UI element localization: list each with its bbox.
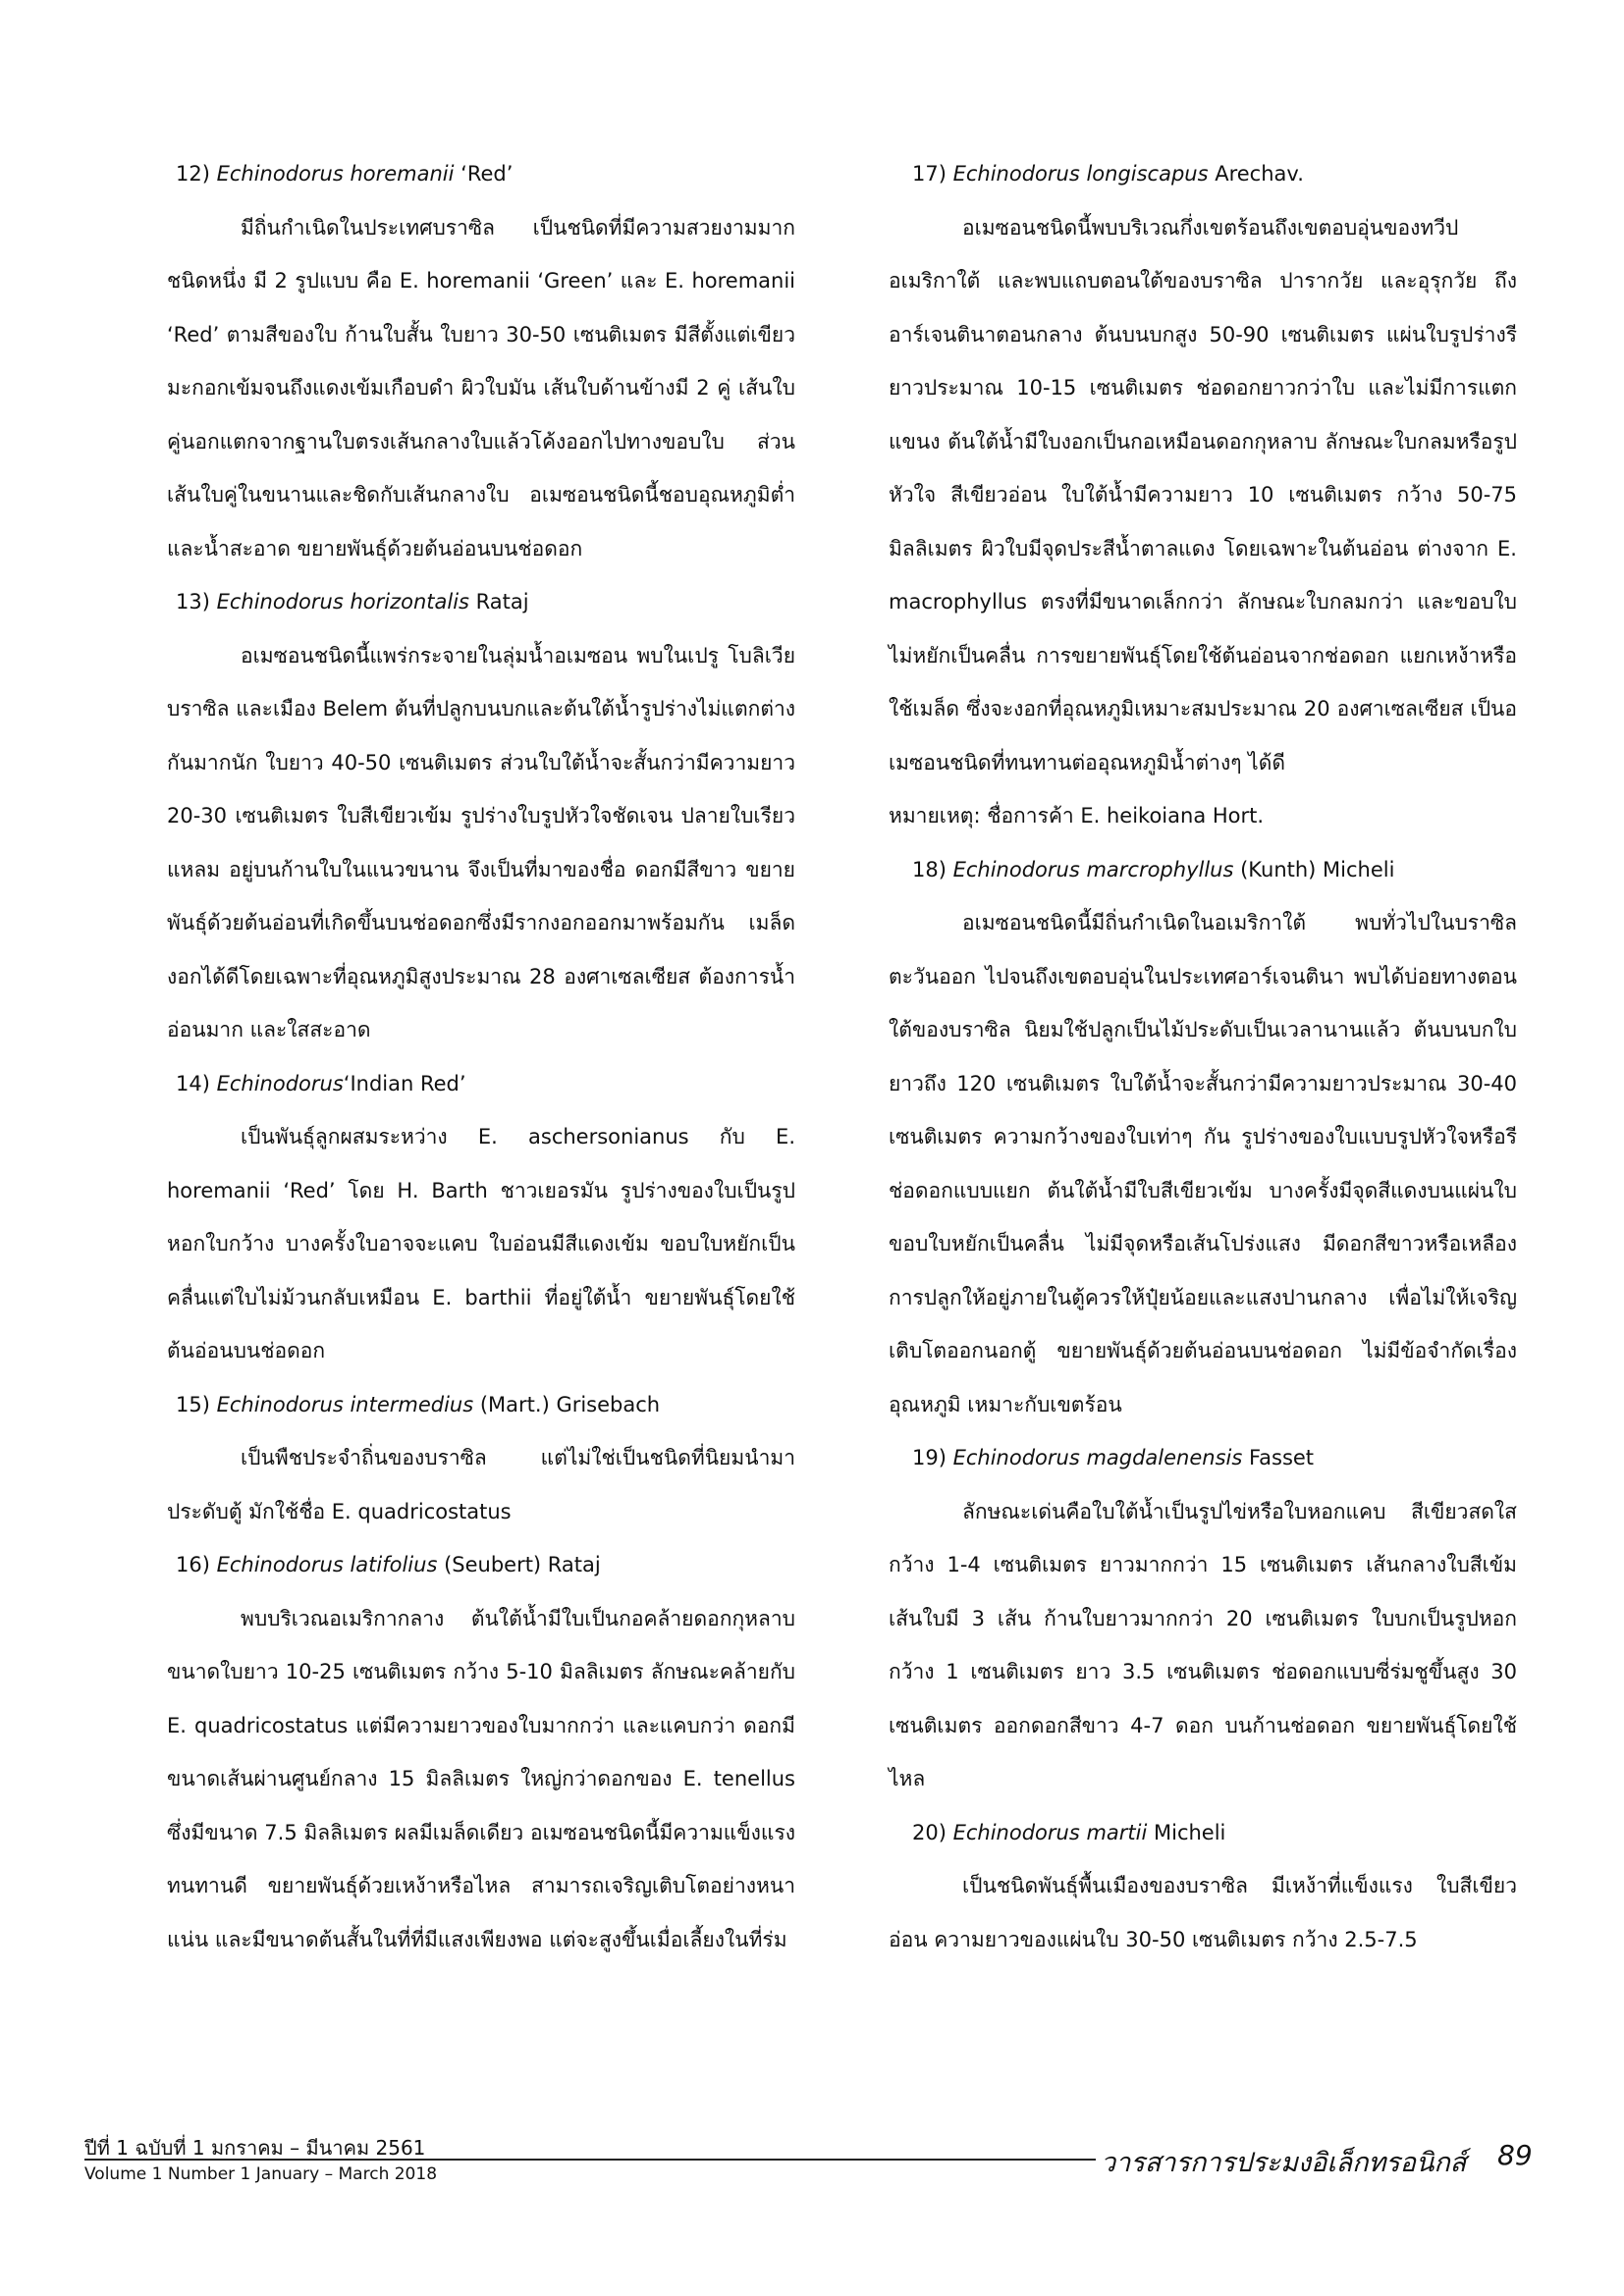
species-heading-19: 19) Echinodorus magdalenensis Fasset bbox=[912, 1446, 1315, 1469]
page-number: 89 bbox=[1497, 2139, 1533, 2171]
note-trade-name: หมายเหตุ: ชื่อการค้า E. heikoiana Hort. bbox=[889, 804, 1265, 828]
species-description-13: อเมซอนชนิดนี้แพร่กระจายในลุ่มน้ำอเมซอน พบในเปรู โบลิเวีย บราซิล และเมือง Belem ต้นที่ปลูกบนบกและต้นใต้น้ำรูปร่างไม่แตกต่างกันมากนัก ใบยาว 40-50 เซนติเมตร ส่วนใบใต้น้ำจะสั้นกว่ามีความยาว 20-30 เซนติเมตร ใบสีเขียวเข้ม รูปร่างใบรูปหัวใจชัดเจน ปลายใบเรียวแหลม อยู่บนก้านใบในแนวขนาน จึงเป็นที่มาของชื่อ ดอกมีสีขาว ขยายพันธุ์ด้วยต้นอ่อนที่เกิดขึ้นบนช่อดอกซึ่งมีรากงอกออกมาพร้อมกัน เมล็ดงอกได้ดีโดยเฉพาะที่อุณหภูมิสูงประมาณ 28 องศาเซลเซียส ต้องการน้ำอ่อนมาก และใสสะอาด bbox=[167, 643, 795, 1041]
species-heading-14: 14) Echinodorus‘Indian Red’ bbox=[176, 1071, 466, 1095]
scientific-name: Echinodorus bbox=[216, 1071, 344, 1095]
scientific-name: Echinodorus horizontalis bbox=[216, 590, 469, 614]
footer-divider bbox=[84, 2159, 1096, 2161]
species-description-16: พบบริเวณอเมริกากลาง ต้นใต้น้ำมีใบเป็นกอคล้ายดอกกุหลาบ ขนาดใบยาว 10-25 เซนติเมตร กว้าง 5-10 มิลลิเมตร ลักษณะคล้ายกับ E. quadricostatus แต่มีความยาวของใบมากกว่า และแคบกว่า ดอกมีขนาดเส้นผ่านศูนย์กลาง 15 มิลลิเมตร ใหญ่กว่าดอกของ E. tenellus ซึ่งมีขนาด 7.5 มิลลิเมตร ผลมีเมล็ดเดียว อเมซอนชนิดนี้มีความแข็งแรงทนทานดี ขยายพันธุ์ด้วยเหง้าหรือไหล สามารถเจริญเติบโตอย่างหนาแน่น และมีขนาดต้นสั้นในที่ที่มีแสงเพียงพอ แต่จะสูงขึ้นเมื่อเลี้ยงในที่ร่ม bbox=[167, 1606, 795, 1951]
scientific-name: Echinodorus latifolius bbox=[216, 1553, 438, 1576]
scientific-name: Echinodorus marcrophyllus bbox=[952, 857, 1234, 881]
species-description-19: ลักษณะเด่นคือใบใต้น้ำเป็นรูปไข่หรือใบหอกแคบ สีเขียวสดใส กว้าง 1-4 เซนติเมตร ยาวมากกว่า 15 เซนติเมตร เส้นกลางใบสีเข้ม เส้นใบมี 3 เส้น ก้านใบยาวมากกว่า 20 เซนติเมตร ใบบกเป็นรูปหอกกว้าง 1 เซนติเมตร ยาว 3.5 เซนติเมตร ช่อดอกแบบซี่ร่มชูขึ้นสูง 30 เซนติเมตร ออกดอกสีขาว 4-7 ดอก บนก้านช่อดอก ขยายพันธุ์โดยใช้ไหล bbox=[889, 1499, 1517, 1790]
species-heading-15: 15) Echinodorus intermedius (Mart.) Grisebach bbox=[176, 1392, 661, 1416]
scientific-name: Echinodorus magdalenensis bbox=[952, 1446, 1243, 1469]
species-heading-16: 16) Echinodorus latifolius (Seubert) Rataj bbox=[176, 1553, 601, 1576]
species-heading-13: 13) Echinodorus horizontalis Rataj bbox=[176, 590, 529, 614]
footer-issue-english: Volume 1 Number 1 January – March 2018 bbox=[84, 2164, 438, 2184]
scientific-name: Echinodorus horemanii bbox=[216, 162, 455, 186]
species-heading-17: 17) Echinodorus longiscapus Arechav. bbox=[912, 162, 1304, 186]
right-column bbox=[889, 147, 1517, 1966]
species-description-12: มีถิ่นกำเนิดในประเทศบราซิล เป็นชนิดที่มีความสวยงามมากชนิดหนึ่ง มี 2 รูปแบบ คือ E. horemanii ‘Green’ และ E. horemanii ‘Red’ ตามสีของใบ ก้านใบสั้น ใบยาว 30-50 เซนติเมตร มีสีตั้งแต่เขียวมะกอกเข้มจนถึงแดงเข้มเกือบดำ ผิวใบมัน เส้นใบด้านข้างมี 2 คู่ เส้นใบคู่นอกแตกจากฐานใบตรงเส้นกลางใบแล้วโค้งออกไปทางขอบใบ ส่วนเส้นใบคู่ในขนานและชิดกับเส้นกลางใบ อเมซอนชนิดนี้ชอบอุณหภูมิต่ำและน้ำสะอาด ขยายพันธุ์ด้วยต้นอ่อนบนช่อดอก bbox=[167, 215, 795, 561]
scientific-name: Echinodorus martii bbox=[952, 1820, 1148, 1844]
species-description-15: เป็นพืชประจำถิ่นของบราซิล แต่ไม่ใช่เป็นชนิดที่นิยมนำมาประดับตู้ มักใช้ชื่อ E. quadricostatus bbox=[167, 1446, 795, 1523]
species-heading-12: 12) Echinodorus horemanii ‘Red’ bbox=[176, 162, 514, 186]
footer-journal-name: วารสารการประมงอิเล็กทรอนิกส์ bbox=[1101, 2148, 1467, 2178]
species-heading-18: 18) Echinodorus marcrophyllus (Kunth) Micheli bbox=[912, 857, 1395, 881]
species-description-20: เป็นชนิดพันธุ์พื้นเมืองของบราซิล มีเหง้าที่แข็งแรง ใบสีเขียวอ่อน ความยาวของแผ่นใบ 30-50 เซนติเมตร กว้าง 2.5-7.5 bbox=[889, 1874, 1517, 1951]
left-column bbox=[167, 147, 795, 1966]
footer-issue-thai: ปีที่ 1 ฉบับที่ 1 มกราคม – มีนาคม 2561 bbox=[84, 2136, 426, 2160]
species-description-14: เป็นพันธุ์ลูกผสมระหว่าง E. aschersonianus กับ E. horemanii ‘Red’ โดย H. Barth ชาวเยอรมัน รูปร่างของใบเป็นรูปหอกใบกว้าง บางครั้งใบอาจจะแคบ ใบอ่อนมีสีแดงเข้ม ขอบใบหยักเป็นคลื่นแต่ใบไม่ม้วนกลับเหมือน E. barthii ที่อยู่ใต้น้ำ ขยายพันธุ์โดยใช้ต้นอ่อนบนช่อดอก bbox=[167, 1125, 795, 1362]
species-heading-20: 20) Echinodorus martii Micheli bbox=[912, 1820, 1226, 1844]
species-description-17: อเมซอนชนิดนี้พบบริเวณกึ่งเขตร้อนถึงเขตอบอุ่นของทวีปอเมริกาใต้ และพบแถบตอนใต้ของบราซิล ปารากวัย และอุรุกวัย ถึงอาร์เจนตินาตอนกลาง ต้นบนบกสูง 50-90 เซนติเมตร แผ่นใบรูปร่างรียาวประมาณ 10-15 เซนติเมตร ช่อดอกยาวกว่าใบ และไม่มีการแตกแขนง ต้นใต้น้ำมีใบงอกเป็นกอเหมือนดอกกุหลาบ ลักษณะใบกลมหรือรูปหัวใจ สีเขียวอ่อน ใบใต้น้ำมีความยาว 10 เซนติเมตร กว้าง 50-75 มิลลิเมตร ผิวใบมีจุดประสีน้ำตาลแดง โดยเฉพาะในต้นอ่อน ต่างจาก E. macrophyllus ตรงที่มีขนาดเล็กกว่า ลักษณะใบกลมกว่า และขอบใบไม่หยักเป็นคลื่น การขยายพันธุ์โดยใช้ต้นอ่อนจากช่อดอก แยกเหง้าหรือใช้เมล็ด ซึ่งจะงอกที่อุณหภูมิเหมาะสมประมาณ 20 องศาเซลเซียส เป็นอเมซอนชนิดที่ทนทานต่ออุณหภูมิน้ำต่างๆ ได้ดี bbox=[889, 215, 1517, 774]
scientific-name: Echinodorus longiscapus bbox=[952, 162, 1209, 186]
scientific-name: Echinodorus intermedius bbox=[216, 1392, 474, 1416]
species-description-18: อเมซอนชนิดนี้มีถิ่นกำเนิดในอเมริกาใต้ พบทั่วไปในบราซิลตะวันออก ไปจนถึงเขตอบอุ่นในประเทศอาร์เจนตินา พบได้บ่อยทางตอนใต้ของบราซิล นิยมใช้ปลูกเป็นไม้ประดับเป็นเวลานานแล้ว ต้นบนบกใบยาวถึง 120 เซนติเมตร ใบใต้น้ำจะสั้นกว่ามีความยาวประมาณ 30-40 เซนติเมตร ความกว้างของใบเท่าๆ กัน รูปร่างของใบแบบรูปหัวใจหรือรี ช่อดอกแบบแยก ต้นใต้น้ำมีใบสีเขียวเข้ม บางครั้งมีจุดสีแดงบนแผ่นใบ ขอบใบหยักเป็นคลื่น ไม่มีจุดหรือเส้นโปร่งแสง มีดอกสีขาวหรือเหลือง การปลูกให้อยู่ภายในตู้ควรให้ปุ๋ยน้อยและแสงปานกลาง เพื่อไม่ให้เจริญเติบโตออกนอกตู้ ขยายพันธุ์ด้วยต้นอ่อนบนช่อดอก ไม่มีข้อจำกัดเรื่องอุณหภูมิ เหมาะกับเขตร้อน bbox=[889, 911, 1517, 1416]
